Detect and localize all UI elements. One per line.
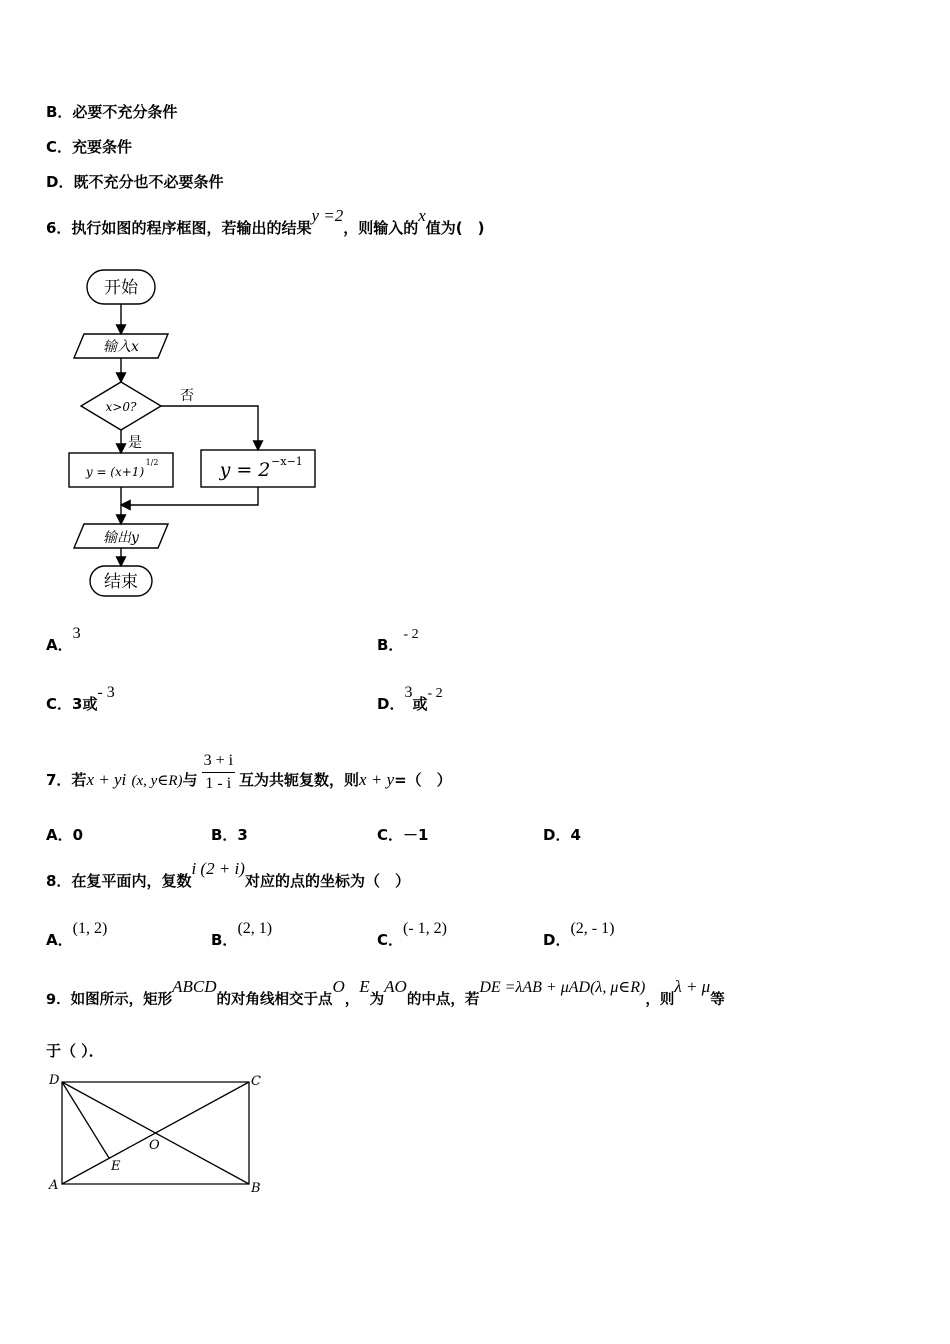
- label-c: C: [251, 1074, 261, 1089]
- label-d: D: [49, 1073, 60, 1088]
- q6-option-b: B．- 2: [377, 627, 419, 654]
- q9-stem: 9．如图所示，矩形ABCD的对角线相交于点O，E为AO的中点，若DE =λAB + μAD(λ, μ∈R)，则λ + μ等: [46, 977, 725, 1008]
- q7-stem: 7．若x + yi (x, y∈R)与 $\frac{3 + i}{1 - i}$ 互为共轭复数，则x + y=（ ）: [46, 752, 452, 792]
- flow-output-label: 输出y: [103, 530, 139, 546]
- q5-option-d: D．既不充分也不必要条件: [46, 173, 224, 191]
- flow-end-label: 结束: [104, 572, 138, 592]
- label-e: E: [111, 1159, 121, 1174]
- q5-option-c: C．充要条件: [46, 138, 133, 156]
- q9-rectangle-figure: [44, 1068, 274, 1198]
- label-b: B: [251, 1181, 261, 1196]
- flow-no-expr: y = 2: [219, 459, 271, 481]
- label-o: O: [149, 1138, 160, 1153]
- q6-option-a: A．3: [46, 625, 81, 654]
- flow-input-label: 输入x: [103, 339, 139, 355]
- q9-stem-line2: 于（ ）．: [46, 1042, 104, 1060]
- q7-option-b: B．3: [211, 826, 248, 844]
- segment-de: [62, 1082, 109, 1158]
- q6-option-d: D．3或- 2: [377, 684, 443, 713]
- flow-decision-label: x>0?: [105, 400, 137, 414]
- q6-flowchart: [60, 262, 330, 602]
- q8-stem: 8．在复平面内，复数i (2 + i)对应的点的坐标为（ ）: [46, 859, 410, 890]
- q6-stem: 6．执行如图的程序框图，若输出的结果y =2，则输入的x值为( ): [46, 206, 485, 237]
- flow-yes-label: 是: [128, 435, 142, 451]
- flow-yes-exponent: 1/2: [145, 458, 159, 467]
- flow-start-label: 开始: [104, 278, 138, 298]
- q8-option-c: C．(- 1, 2): [377, 920, 447, 949]
- q8-option-d: D．(2, - 1): [543, 920, 615, 949]
- q5-option-b: B．必要不充分条件: [46, 103, 178, 121]
- q7-option-a: A．0: [46, 826, 84, 844]
- q8-option-b: B．(2, 1): [211, 920, 273, 949]
- flow-no-exponent: −x−1: [271, 455, 303, 468]
- q8-option-a: A．(1, 2): [46, 920, 108, 949]
- flow-no-label: 否: [180, 388, 194, 404]
- label-a: A: [49, 1178, 59, 1193]
- flow-yes-expr: y = (x+1): [85, 465, 145, 479]
- q7-option-c: C．－1: [377, 826, 429, 844]
- q7-option-d: D．4: [543, 826, 581, 844]
- q6-option-c: C．3或- 3: [46, 684, 115, 713]
- q7-fraction: $\frac{3 + i}{1 - i}$: [203, 752, 234, 792]
